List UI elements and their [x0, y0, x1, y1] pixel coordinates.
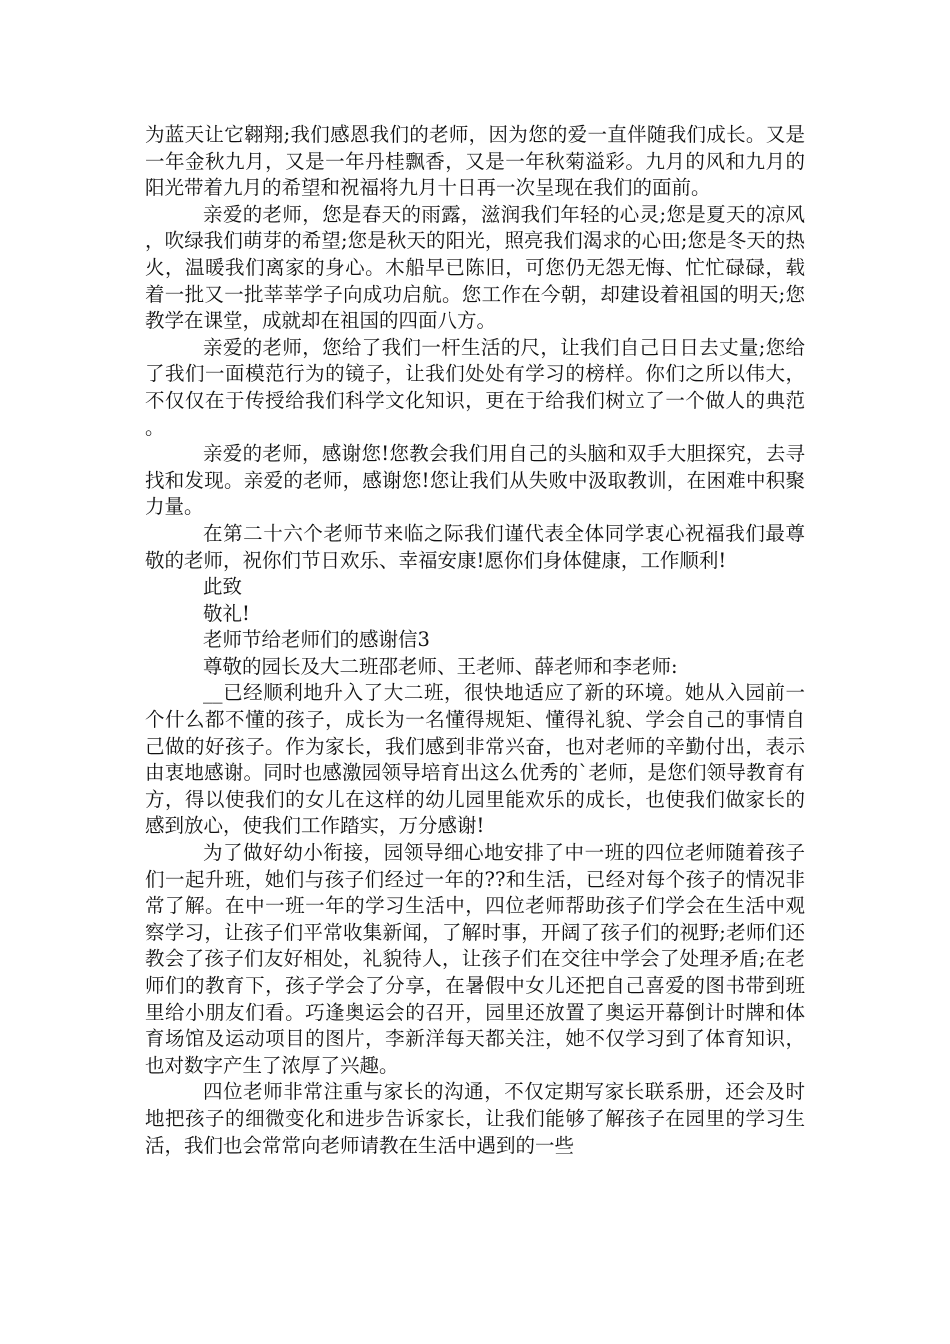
- paragraph-1: 为蓝天让它翱翔;我们感恩我们的老师，因为您的爱一直伴随我们成长。又是一年金秋九月，又是一年丹桂飘香，又是一年秋菊溢彩。九月的风和九月的阳光带着九月的希望和祝福将九月十日再一次呈现在我们的面前。: [145, 123, 805, 200]
- closing-regards: 敬礼!: [203, 601, 250, 625]
- section-title: 老师节给老师们的感谢信3: [203, 628, 430, 652]
- paragraph-6: __已经顺利地升入了大二班，很快地适应了新的环境。她从入园前一个什么都不懂的孩子，成长为一名懂得规矩、懂得礼貌、学会自己的事情自己做的好孩子。作为家长，我们感到非常兴奋，也对老师的辛勤付出，表示由衷地感谢。同时也感激园领导培育出这么优秀的`老师，是您们领导教育有方，得以使我们的女儿在这样的幼儿园里能欢乐的成长，也使我们做家长的感到放心，使我们工作踏实，万分感谢!: [145, 681, 805, 838]
- closing-salutation: 此致: [203, 575, 243, 599]
- paragraph-7: 为了做好幼小衔接，园领导细心地安排了中一班的四位老师随着孩子们一起升班，她们与孩子们经过一年的??和生活，已经对每个孩子的情况非常了解。在中一班一年的学习生活中，四位老师帮助孩子们学会在生活中观察学习，让孩子们平常收集新闻，了解时事，开阔了孩子们的视野;老师们还教会了孩子们友好相处，礼貌待人，让孩子们在交往中学会了处理矛盾;在老师们的教育下，孩子学会了分享，在暑假中女儿还把自己喜爱的图书带到班里给小朋友们看。巧逢奥运会的召开，园里还放置了奥运开幕倒计时牌和体育场馆及运动项目的图片，李新洋每天都关注，她不仅学习到了体育知识，也对数字产生了浓厚了兴趣。: [145, 841, 805, 1077]
- letter-body: [145, 122, 805, 1159]
- paragraph-4: 亲爱的老师，感谢您!您教会我们用自己的头脑和双手大胆探究，去寻找和发现。亲爱的老师，感谢您!您让我们从失败中汲取教训，在困难中积聚力量。: [145, 442, 805, 519]
- paragraph-2: 亲爱的老师，您是春天的雨露，滋润我们年轻的心灵;您是夏天的凉风，吹绿我们萌芽的希望;您是秋天的阳光，照亮我们渴求的心田;您是冬天的热火，温暖我们离家的身心。木船早已陈旧，可您仍无怨无悔、忙忙碌碌，载着一批又一批莘莘学子向成功启航。您工作在今朝，却建设着祖国的明天;您教学在课堂，成就却在祖国的四面八方。: [145, 202, 805, 333]
- paragraph-8: 四位老师非常注重与家长的沟通，不仅定期写家长联系册，还会及时地把孩子的细微变化和进步告诉家长，让我们能够了解孩子在园里的学习生活，我们也会常常向老师请教在生活中遇到的一些: [145, 1080, 805, 1157]
- paragraph-5: 在第二十六个老师节来临之际我们谨代表全体同学衷心祝福我们最尊敬的老师，祝你们节日欢乐、幸福安康!愿你们身体健康，工作顺利!: [145, 521, 805, 572]
- paragraph-3: 亲爱的老师，您给了我们一杆生活的尺，让我们自己日日去丈量;您给了我们一面模范行为的镜子，让我们处处有学习的榜样。你们之所以伟大，不仅仅在于传授给我们科学文化知识，更在于给我们树立了一个做人的典范。: [145, 335, 805, 439]
- letter-greeting: 尊敬的园长及大二班邵老师、王老师、薛老师和李老师:: [203, 654, 678, 678]
